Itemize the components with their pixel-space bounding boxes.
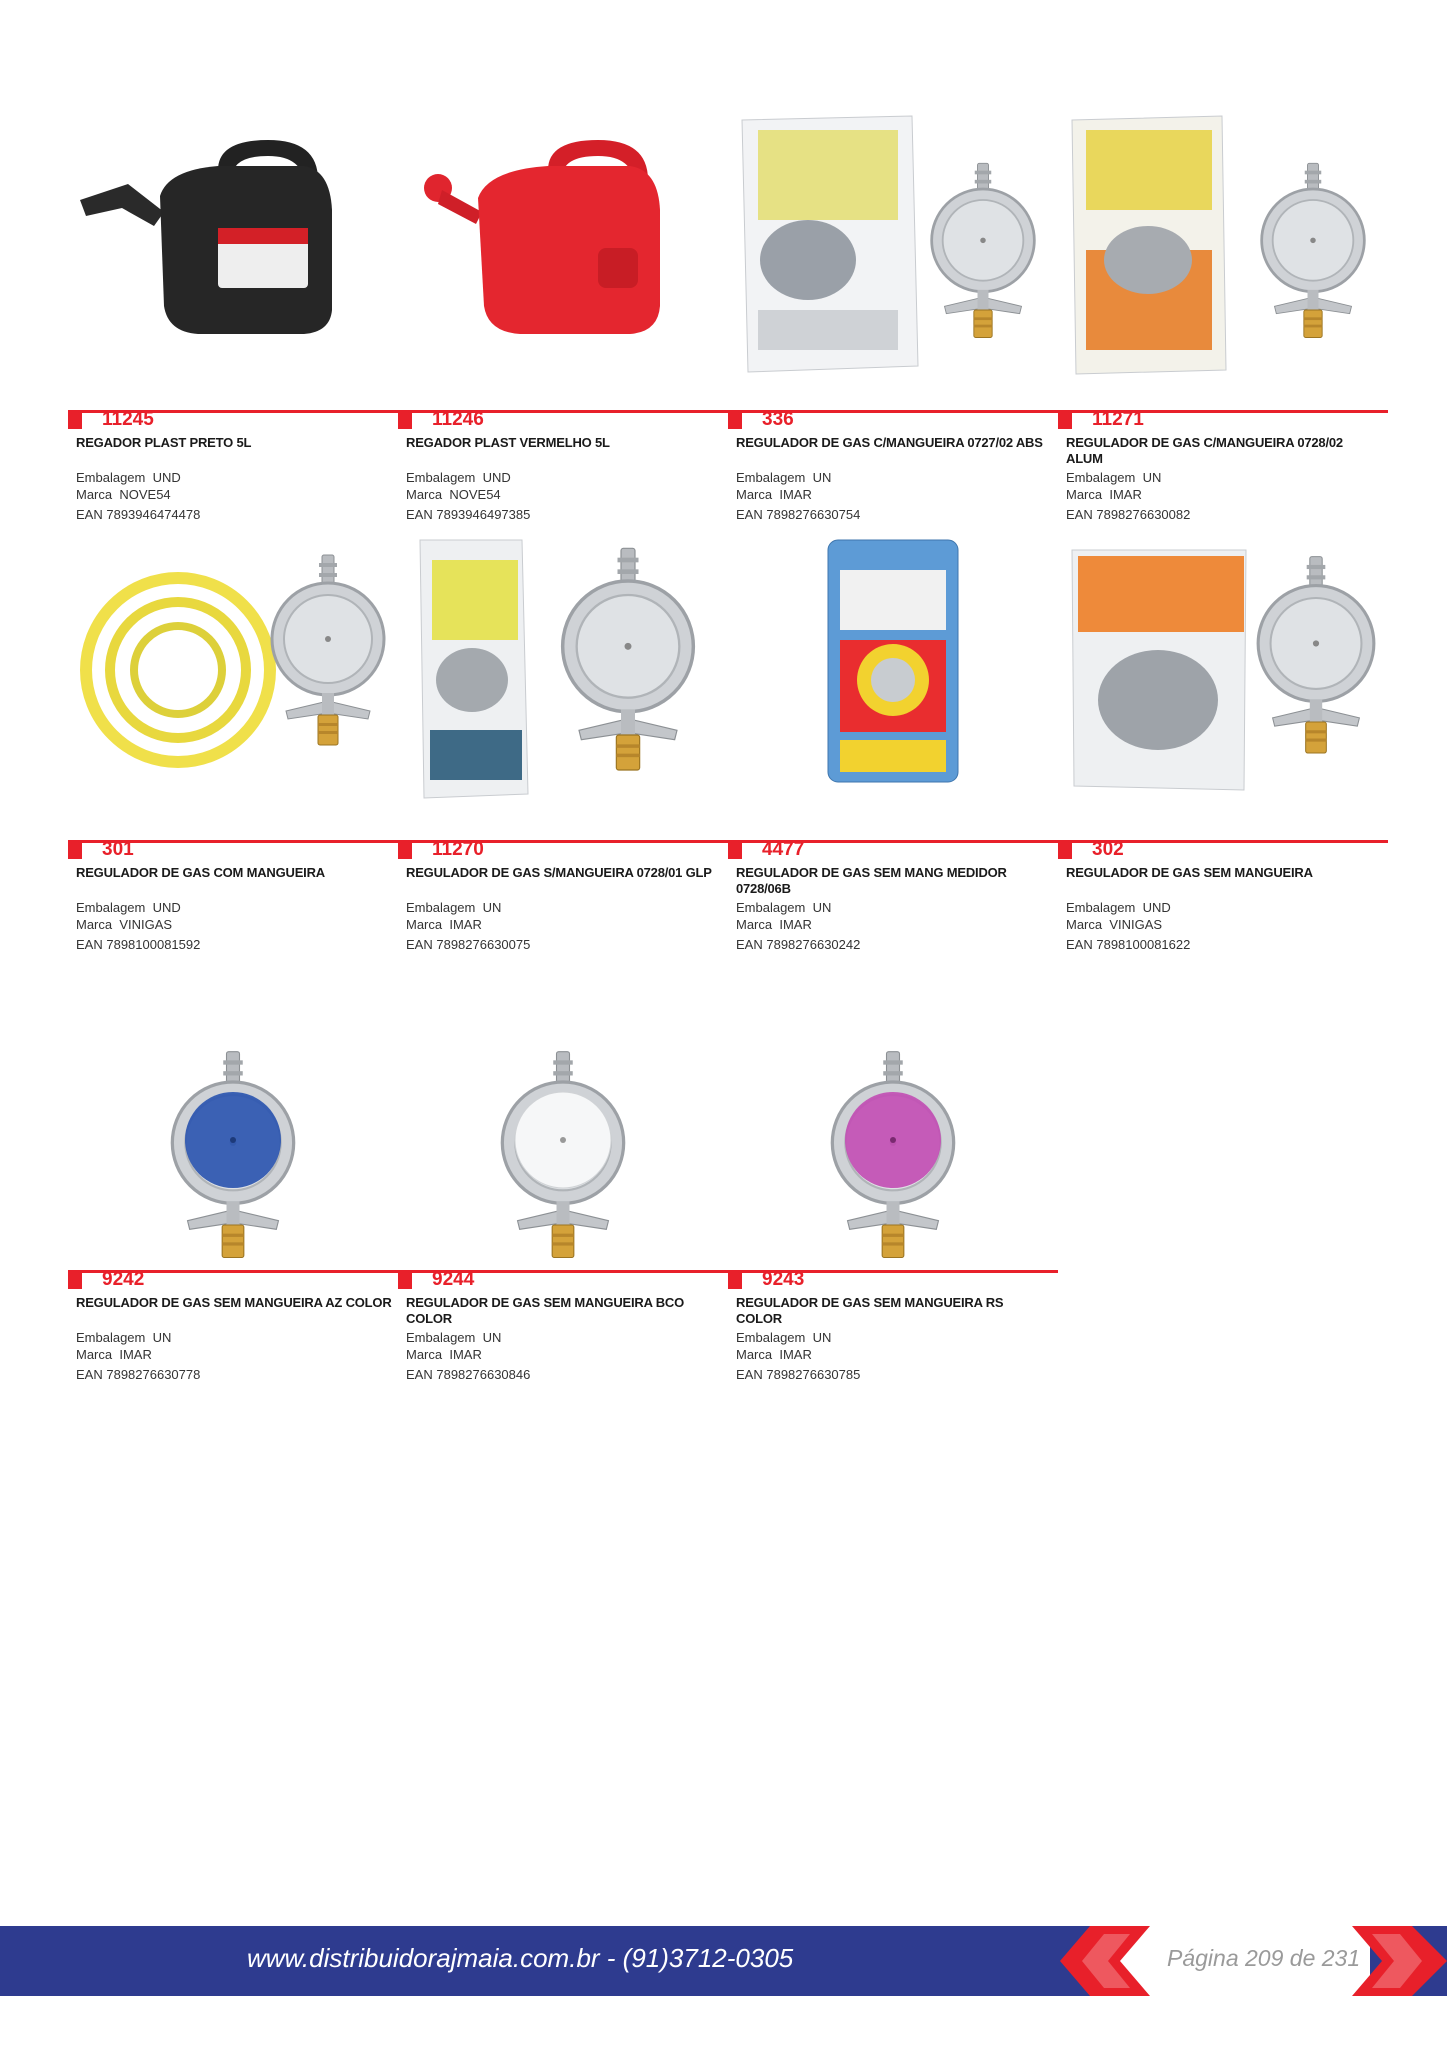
product-code: 11245 bbox=[102, 409, 154, 430]
product-code: 9244 bbox=[432, 1269, 475, 1290]
ean-label: EAN bbox=[736, 1367, 763, 1382]
ean-value: 7898276630846 bbox=[436, 1367, 531, 1382]
marca-label: Marca bbox=[736, 917, 773, 932]
product-meta bbox=[406, 469, 530, 523]
accent-marker bbox=[68, 412, 82, 429]
ean-value: 7898276630242 bbox=[766, 937, 861, 952]
ean-value: 7898276630754 bbox=[766, 507, 861, 522]
ean-value: 7898276630075 bbox=[436, 937, 531, 952]
accent-marker bbox=[398, 1272, 412, 1289]
product-image-gas-regulator-white bbox=[398, 960, 728, 1270]
marca-value: IMAR bbox=[449, 917, 482, 932]
marca-label: Marca bbox=[76, 487, 113, 502]
embalagem-value: UN bbox=[812, 1330, 832, 1345]
product-meta bbox=[1066, 899, 1190, 953]
ean-label: EAN bbox=[76, 937, 103, 952]
product-image-gas-regulator-bag bbox=[398, 530, 728, 840]
accent-marker bbox=[398, 842, 412, 859]
product-name: REGULADOR DE GAS COM MANGUEIRA bbox=[76, 865, 325, 880]
marca-label: Marca bbox=[1066, 917, 1103, 932]
embalagem-label: Embalagem bbox=[406, 900, 476, 915]
product-image-gas-regulator-blue bbox=[68, 960, 398, 1270]
product-card[interactable] bbox=[1058, 530, 1388, 960]
product-code: 11270 bbox=[432, 839, 484, 860]
ean-label: EAN bbox=[1066, 937, 1093, 952]
product-meta bbox=[1066, 469, 1190, 523]
product-meta bbox=[406, 899, 530, 953]
embalagem-value: UN bbox=[1142, 470, 1162, 485]
product-name: REGULADOR DE GAS SEM MANGUEIRA RS COLOR bbox=[736, 1295, 1004, 1326]
product-meta bbox=[736, 899, 860, 953]
embalagem-label: Embalagem bbox=[406, 470, 476, 485]
embalagem-label: Embalagem bbox=[736, 470, 806, 485]
product-name: REGULADOR DE GAS S/MANGUEIRA 0728/01 GLP bbox=[406, 865, 712, 880]
marca-label: Marca bbox=[76, 917, 113, 932]
ean-value: 7898276630785 bbox=[766, 1367, 861, 1382]
ean-label: EAN bbox=[406, 937, 433, 952]
product-name: REGULADOR DE GAS C/MANGUEIRA 0727/02 ABS bbox=[736, 435, 1043, 450]
product-card[interactable] bbox=[728, 530, 1058, 960]
marca-label: Marca bbox=[406, 487, 443, 502]
ean-value: 7893946497385 bbox=[436, 507, 531, 522]
embalagem-value: UN bbox=[482, 1330, 502, 1345]
product-name: REGULADOR DE GAS SEM MANGUEIRA bbox=[1066, 865, 1313, 880]
marca-label: Marca bbox=[1066, 487, 1103, 502]
product-card[interactable] bbox=[68, 960, 398, 1390]
product-row bbox=[68, 530, 1388, 960]
marca-value: IMAR bbox=[779, 917, 812, 932]
product-image-gas-regulator-pack-orange bbox=[1058, 100, 1388, 410]
chevron-right-icon bbox=[1352, 1926, 1447, 1996]
accent-marker bbox=[728, 842, 742, 859]
product-image-watering-can-red bbox=[398, 100, 728, 410]
product-card[interactable] bbox=[68, 530, 398, 960]
embalagem-value: UN bbox=[152, 1330, 172, 1345]
product-name: REGADOR PLAST VERMELHO 5L bbox=[406, 435, 610, 450]
product-code: 11246 bbox=[432, 409, 484, 430]
product-row bbox=[68, 960, 1388, 1390]
embalagem-label: Embalagem bbox=[76, 900, 146, 915]
product-image-gas-regulator-hose bbox=[68, 530, 398, 840]
product-card[interactable] bbox=[68, 100, 398, 530]
ean-value: 7898100081622 bbox=[1096, 937, 1191, 952]
product-name: REGULADOR DE GAS SEM MANGUEIRA BCO COLOR bbox=[406, 1295, 685, 1326]
ean-value: 7898276630778 bbox=[106, 1367, 201, 1382]
product-image-gas-regulator-blister bbox=[728, 530, 1058, 840]
product-name: REGADOR PLAST PRETO 5L bbox=[76, 435, 252, 450]
ean-label: EAN bbox=[736, 507, 763, 522]
marca-value: NOVE54 bbox=[449, 487, 501, 502]
embalagem-value: UN bbox=[812, 470, 832, 485]
product-image-gas-regulator-pack bbox=[728, 100, 1058, 410]
page-number: Página 209 de 231 bbox=[1167, 1945, 1361, 1971]
accent-marker bbox=[68, 1272, 82, 1289]
marca-value: VINIGAS bbox=[119, 917, 173, 932]
embalagem-label: Embalagem bbox=[1066, 470, 1136, 485]
marca-value: IMAR bbox=[779, 487, 812, 502]
accent-marker bbox=[68, 842, 82, 859]
marca-label: Marca bbox=[406, 917, 443, 932]
accent-marker bbox=[728, 1272, 742, 1289]
ean-label: EAN bbox=[406, 1367, 433, 1382]
embalagem-value: UND bbox=[152, 470, 181, 485]
ean-label: EAN bbox=[76, 1367, 103, 1382]
product-image-gas-regulator-bag-orange bbox=[1058, 530, 1388, 840]
product-meta bbox=[406, 1329, 530, 1383]
product-meta bbox=[76, 899, 200, 953]
embalagem-value: UND bbox=[152, 900, 181, 915]
product-code: 336 bbox=[762, 409, 794, 430]
product-meta bbox=[76, 1329, 200, 1383]
product-row bbox=[68, 100, 1388, 530]
marca-value: IMAR bbox=[449, 1347, 482, 1362]
marca-value: IMAR bbox=[779, 1347, 812, 1362]
embalagem-label: Embalagem bbox=[76, 1330, 146, 1345]
product-meta bbox=[736, 1329, 860, 1383]
embalagem-label: Embalagem bbox=[736, 900, 806, 915]
product-card[interactable] bbox=[728, 100, 1058, 530]
embalagem-label: Embalagem bbox=[406, 1330, 476, 1345]
embalagem-label: Embalagem bbox=[1066, 900, 1136, 915]
product-grid bbox=[68, 100, 1388, 1390]
product-card[interactable] bbox=[398, 100, 728, 530]
product-code: 9243 bbox=[762, 1269, 805, 1290]
product-code: 9242 bbox=[102, 1269, 145, 1290]
product-image-gas-regulator-pink bbox=[728, 960, 1058, 1270]
product-card[interactable] bbox=[728, 960, 1058, 1390]
accent-marker bbox=[398, 412, 412, 429]
product-card[interactable] bbox=[1058, 100, 1388, 530]
product-image-watering-can-black bbox=[68, 100, 398, 410]
product-name: REGULADOR DE GAS SEM MANGUEIRA AZ COLOR bbox=[76, 1295, 392, 1310]
ean-value: 7898276630082 bbox=[1096, 507, 1191, 522]
embalagem-label: Embalagem bbox=[736, 1330, 806, 1345]
product-card[interactable] bbox=[398, 530, 728, 960]
marca-label: Marca bbox=[76, 1347, 113, 1362]
ean-label: EAN bbox=[1066, 507, 1093, 522]
embalagem-value: UN bbox=[812, 900, 832, 915]
ean-label: EAN bbox=[76, 507, 103, 522]
product-card[interactable] bbox=[398, 960, 728, 1390]
ean-label: EAN bbox=[406, 507, 433, 522]
product-code: 301 bbox=[102, 839, 134, 860]
ean-label: EAN bbox=[736, 937, 763, 952]
embalagem-value: UND bbox=[1142, 900, 1171, 915]
product-meta bbox=[736, 469, 860, 523]
embalagem-label: Embalagem bbox=[76, 470, 146, 485]
product-name: REGULADOR DE GAS C/MANGUEIRA 0728/02 ALUM bbox=[1066, 435, 1343, 466]
chevron-left-icon bbox=[1060, 1926, 1150, 1996]
product-code: 302 bbox=[1092, 839, 1124, 860]
marca-value: VINIGAS bbox=[1109, 917, 1163, 932]
embalagem-value: UND bbox=[482, 470, 511, 485]
marca-value: IMAR bbox=[119, 1347, 152, 1362]
accent-marker bbox=[728, 412, 742, 429]
product-code: 4477 bbox=[762, 839, 805, 860]
ean-value: 7893946474478 bbox=[106, 507, 201, 522]
footer-contact[interactable]: www.distribuidorajmaia.com.br - (91)3712-0305 bbox=[247, 1943, 794, 1973]
marca-label: Marca bbox=[736, 487, 773, 502]
marca-value: NOVE54 bbox=[119, 487, 171, 502]
marca-label: Marca bbox=[406, 1347, 443, 1362]
product-code: 11271 bbox=[1092, 409, 1144, 430]
ean-value: 7898100081592 bbox=[106, 937, 201, 952]
marca-label: Marca bbox=[736, 1347, 773, 1362]
embalagem-value: UN bbox=[482, 900, 502, 915]
product-meta bbox=[76, 469, 200, 523]
product-name: REGULADOR DE GAS SEM MANG MEDIDOR 0728/06B bbox=[736, 865, 1007, 896]
marca-value: IMAR bbox=[1109, 487, 1142, 502]
accent-marker bbox=[1058, 842, 1072, 859]
accent-marker bbox=[1058, 412, 1072, 429]
